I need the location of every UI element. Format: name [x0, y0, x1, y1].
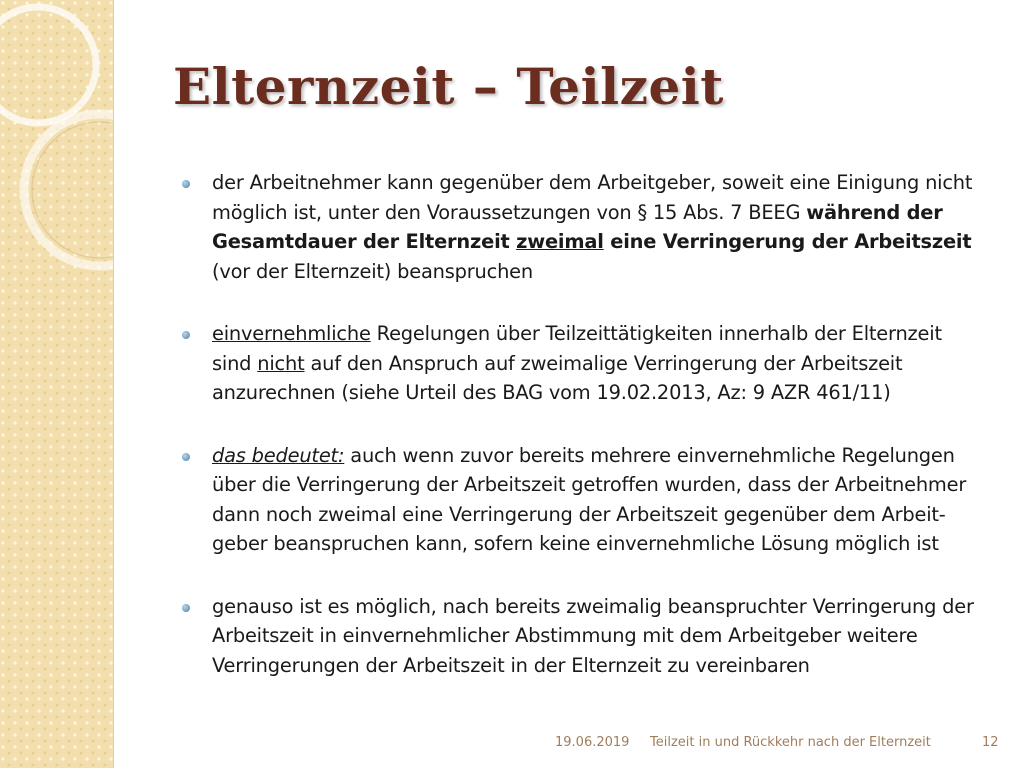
- bullet-text-italic-underlined: das bedeutet:: [212, 443, 345, 467]
- list-item: [180, 168, 980, 286]
- bullet-text: genauso ist es möglich, nach bereits zweimalig beanspruchter Verringerung der Arbeitszeit in einvernehmlicher Abstimmung mit dem Arbeitgeber weitere Verringerungen der Arbeitszeit in der Elternzeit zu vereinbaren: [212, 594, 974, 677]
- footer-date: 19.06.2019: [555, 735, 630, 750]
- bullet-text-bold-underlined: zweimal: [516, 230, 604, 253]
- bullet-icon: [182, 331, 190, 339]
- bullet-icon: [182, 604, 190, 612]
- bullet-list: [180, 168, 980, 680]
- bullet-icon: [182, 180, 190, 188]
- list-item: [180, 319, 980, 408]
- bullet-text: Regelungen über Teilzeittätigkeiten innerhalb der Elternzeit sind: [212, 322, 942, 375]
- bullet-text-bold: eine Verringerung der Arbeitszeit: [603, 230, 972, 253]
- bullet-line: [212, 441, 980, 471]
- slide-title: Elternzeit – Teilzeit: [173, 57, 724, 116]
- bullet-text-underlined: nicht: [257, 351, 305, 375]
- bullet-icon: [182, 453, 190, 461]
- slide-number: 12: [982, 735, 999, 750]
- footer-title: Teilzeit in und Rückkehr nach der Elternzeit: [650, 735, 931, 750]
- bullet-line: geber beanspruchen kann, sofern keine einvernehmliche Lösung möglich ist: [212, 532, 939, 555]
- list-item: [180, 592, 980, 681]
- decorative-side-band: [0, 0, 114, 768]
- list-item: [180, 441, 980, 559]
- bullet-text: (vor der Elternzeit) beanspruchen: [212, 259, 533, 283]
- bullet-text: auch wenn zuvor bereits mehrere einvernehmliche Regelungen: [344, 443, 955, 467]
- bullet-line: über die Verringerung der Arbeitszeit getroffen wurden, dass der Arbeitnehmer: [212, 473, 967, 496]
- bullet-text: auf den Anspruch auf zweimalige Verringerung der Arbeitszeit anzurechnen (siehe Urteil des BAG vom 19.02.2013, Az: 9 AZR 461/11): [212, 351, 903, 404]
- bullet-text-underlined: einvernehmliche: [212, 322, 371, 345]
- bullet-text-bold: während der Gesamtdauer der Elternzeit: [212, 200, 943, 253]
- bullet-line: dann noch zweimal eine Verringerung der Arbeitszeit gegenüber dem Arbeit-: [212, 502, 946, 526]
- bullet-text: der Arbeitnehmer kann gegenüber dem Arbeitgeber, soweit eine Einigung nicht möglich ist, unter den Voraussetzungen von § 15 Abs. 7 BEEG: [212, 171, 973, 224]
- decorative-circles: [0, 0, 113, 768]
